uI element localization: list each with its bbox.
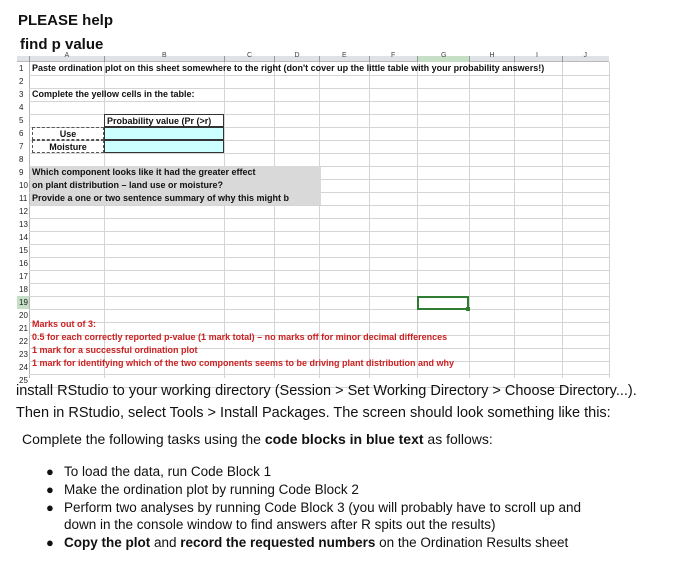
- question-line-2: on plant distribution – land use or moisture?: [32, 180, 224, 190]
- row-number[interactable]: 4: [17, 101, 29, 114]
- post-subtitle: find p value: [20, 36, 104, 53]
- task-4-bold-1: Copy the plot: [64, 535, 151, 550]
- post-title: PLEASE help: [18, 12, 114, 29]
- grid-horizontal-line: [29, 101, 609, 102]
- instruction-line-3-bold: code blocks in blue text: [264, 431, 424, 447]
- task-text: To load the data, run Code Block 1: [64, 464, 272, 479]
- fill-handle[interactable]: [466, 307, 470, 311]
- grid-horizontal-line: [29, 231, 609, 232]
- grid-horizontal-line: [29, 205, 609, 206]
- row-number[interactable]: 12: [19, 207, 28, 216]
- grid-horizontal-line: [29, 283, 609, 284]
- grid-horizontal-line: [29, 374, 609, 375]
- grid-vertical-line: [609, 62, 610, 378]
- grid-vertical-line: [562, 62, 563, 378]
- task-item: [46, 499, 606, 533]
- task-4-post: on the Ordination Results sheet: [375, 535, 569, 550]
- instruction-line-3-pre: Complete the following tasks using the: [22, 431, 265, 447]
- question-line-1: Which component looks like it had the greater effect: [32, 167, 256, 177]
- task-item: [46, 463, 646, 480]
- row-number[interactable]: 24: [19, 363, 28, 372]
- grid-horizontal-line: [29, 309, 609, 310]
- row-number[interactable]: 23: [19, 350, 28, 359]
- row-number[interactable]: 22: [19, 337, 28, 346]
- column-letter[interactable]: H: [489, 52, 495, 59]
- task-item: [46, 481, 646, 498]
- row-number[interactable]: 18: [19, 285, 28, 294]
- instruction-line-3: [22, 431, 493, 447]
- grid-horizontal-line: [29, 270, 609, 271]
- marks-line-3: 1 mark for a successful ordination plot: [32, 345, 198, 355]
- task-4-bold-2: record the requested numbers: [180, 535, 376, 550]
- row-number[interactable]: 1: [17, 62, 29, 75]
- use-probability-input[interactable]: [104, 127, 224, 140]
- grid-horizontal-line: [29, 153, 609, 154]
- spreadsheet: [17, 52, 609, 385]
- row-number[interactable]: 20: [19, 311, 28, 320]
- bullet-icon: ●: [46, 500, 54, 515]
- marks-line-2: 0.5 for each correctly reported p-value (1 mark total) – no marks off for minor decimal differences: [32, 332, 448, 342]
- row-number[interactable]: 21: [19, 324, 28, 333]
- row-number[interactable]: 2: [17, 75, 29, 88]
- instruction-line-1: install RStudio to your working directory (Session > Set Working Directory > Choose Directory...).: [16, 383, 637, 399]
- column-letter[interactable]: F: [391, 52, 396, 59]
- row-number[interactable]: 16: [19, 259, 28, 268]
- row-number[interactable]: 15: [19, 246, 28, 255]
- row1-instruction: Paste ordination plot on this sheet somewhere to the right (don't cover up the little table with your probability answers!): [32, 63, 545, 73]
- task-text: Perform two analyses by running Code Block 3 (you will probably have to scroll up and down in the console window to find answers after R spits out the results): [64, 500, 582, 532]
- instruction-line-3-post: as follows:: [423, 431, 493, 447]
- use-label: Use: [32, 127, 104, 140]
- row3-instruction: Complete the yellow cells in the table:: [32, 89, 195, 99]
- row-number[interactable]: 10: [19, 181, 28, 190]
- row-number[interactable]: 6: [17, 127, 29, 140]
- moisture-label: Moisture: [32, 140, 104, 153]
- row-number[interactable]: 13: [19, 220, 28, 229]
- row-number[interactable]: 17: [19, 272, 28, 281]
- marks-line-1: Marks out of 3:: [32, 319, 97, 329]
- grid-horizontal-line: [29, 75, 609, 76]
- grid-horizontal-line: [29, 218, 609, 219]
- column-letter[interactable]: D: [294, 52, 300, 59]
- bullet-icon: ●: [46, 535, 54, 550]
- row-number-border: [29, 62, 30, 378]
- task-list: [46, 463, 646, 552]
- selected-cell-g19[interactable]: [417, 296, 469, 310]
- row-number[interactable]: 25: [19, 376, 28, 385]
- column-letter[interactable]: C: [247, 52, 253, 59]
- column-letter[interactable]: G: [441, 52, 447, 59]
- moisture-probability-input[interactable]: [104, 140, 224, 153]
- grid-horizontal-line: [29, 244, 609, 245]
- column-letter[interactable]: A: [64, 52, 70, 59]
- marks-line-4: 1 mark for identifying which of the two components seems to be driving plant distribution and why: [32, 358, 455, 368]
- grid-vertical-line: [469, 62, 470, 378]
- row-number[interactable]: 3: [17, 88, 29, 101]
- row-number[interactable]: 8: [17, 153, 29, 166]
- row-number[interactable]: 9: [17, 166, 29, 179]
- column-letter[interactable]: E: [342, 52, 347, 59]
- column-letter[interactable]: B: [162, 52, 167, 59]
- column-letter[interactable]: J: [583, 52, 587, 59]
- column-letter[interactable]: I: [536, 52, 538, 59]
- task-text: Make the ordination plot by running Code Block 2: [64, 482, 359, 497]
- question-line-3: Provide a one or two sentence summary of why this might b: [32, 193, 290, 203]
- row-number[interactable]: 11: [19, 194, 28, 203]
- grid-horizontal-line: [29, 257, 609, 258]
- bullet-icon: ●: [46, 482, 54, 497]
- grid-horizontal-line: [29, 322, 609, 323]
- grid-vertical-line: [514, 62, 515, 378]
- bullet-icon: ●: [46, 464, 54, 479]
- task-item: [46, 534, 646, 551]
- probability-header: Probability value (Pr (>r): [104, 114, 224, 127]
- row-number[interactable]: 5: [17, 114, 29, 127]
- row-number[interactable]: 14: [19, 233, 28, 242]
- instruction-line-2: Then in RStudio, select Tools > Install Packages. The screen should look something like this:: [16, 405, 611, 421]
- grid-horizontal-line: [29, 296, 609, 297]
- row-number[interactable]: 19: [19, 298, 28, 307]
- row-number[interactable]: 7: [17, 140, 29, 153]
- task-4-mid: and: [150, 535, 181, 550]
